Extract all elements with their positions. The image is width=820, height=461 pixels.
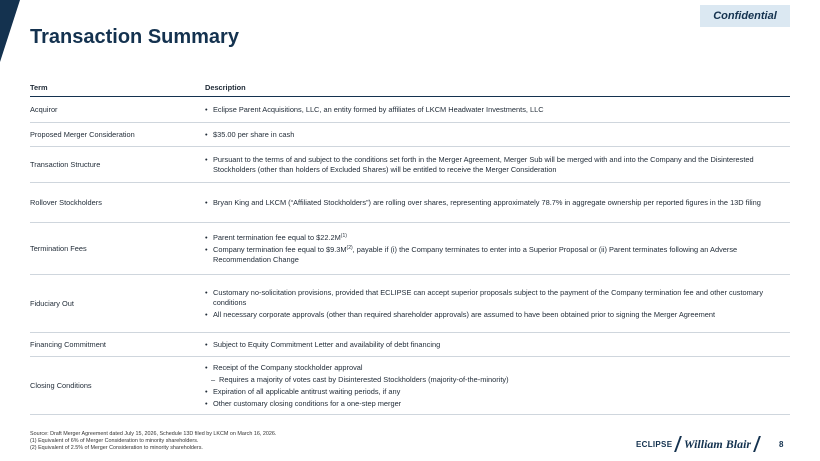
row-term: Rollover Stockholders <box>30 183 205 223</box>
bullet-text: Subject to Equity Commitment Letter and availability of debt financing <box>213 339 441 349</box>
company-logos <box>636 434 763 454</box>
row-description <box>205 183 790 223</box>
bullet-item <box>205 310 790 320</box>
footnote-source: Source: Draft Merger Agreement dated July 15, 2026, Schedule 13D filed by LKCM on March 16, 2026. <box>30 431 277 437</box>
row-description <box>205 275 790 333</box>
bullet-text: Bryan King and LKCM (“Affiliated Stockholders”) are rolling over shares, representing approximately 78.7% in aggregate ownership per reported figures in the 13D filing <box>213 197 761 207</box>
footnote-2: (2) Equivalent of 2.5% of Merger Consideration to minority shareholders. <box>30 445 203 451</box>
bullet-text: $35.00 per share in cash <box>213 129 295 139</box>
row-description <box>205 333 790 357</box>
page-number: 8 <box>779 440 784 449</box>
bullet-text: All necessary corporate approvals (other than required shareholder approvals) are assumed to have been obtained prior to signing the Merger Agreement <box>213 309 716 319</box>
bullet-item <box>205 105 790 115</box>
bullet-list <box>205 130 790 140</box>
sub-bullet-item: – Requires a majority of votes cast by Disinterested Stockholders (majority-of-the-minority) <box>205 375 790 385</box>
bullet-item <box>205 198 790 208</box>
bullet-list <box>205 198 790 208</box>
table-header-row <box>30 80 790 97</box>
row-description <box>205 223 790 275</box>
eclipse-logo: ECLIPSE <box>636 439 673 449</box>
confidential-badge: Confidential <box>700 5 790 27</box>
bullet-list <box>205 363 790 409</box>
bullet-text: Eclipse Parent Acquisitions, LLC, an entity formed by affiliates of LKCM Headwater Investments, LLC <box>213 104 544 114</box>
bullet-item <box>205 288 790 308</box>
row-description <box>205 123 790 147</box>
table-row <box>30 223 790 275</box>
row-term: Acquiror <box>30 97 205 123</box>
bullet-text: Other customary closing conditions for a one-step merger <box>213 398 402 408</box>
logo-divider <box>753 436 760 452</box>
bullet-list <box>205 105 790 115</box>
bullet-text: Customary no-solicitation provisions, provided that ECLIPSE can accept superior proposals subject to the payment of the Company termination fee and other customary conditions <box>213 287 764 307</box>
row-description <box>205 357 790 415</box>
row-description <box>205 97 790 123</box>
footnotes <box>30 431 276 452</box>
bullet-item <box>205 155 790 175</box>
table-row <box>30 275 790 333</box>
bullet-item <box>205 399 790 409</box>
table-row <box>30 123 790 147</box>
row-term: Closing Conditions <box>30 357 205 415</box>
bullet-item <box>205 130 790 140</box>
row-term: Transaction Structure <box>30 147 205 183</box>
bullet-item <box>205 387 790 397</box>
william-blair-logo: William Blair <box>683 436 752 451</box>
column-header-description: Description <box>205 80 790 97</box>
row-term: Financing Commitment <box>30 333 205 357</box>
corner-accent <box>0 0 20 62</box>
transaction-summary-table <box>30 80 790 415</box>
bullet-item <box>205 340 790 350</box>
table-row <box>30 333 790 357</box>
column-header-term: Term <box>30 80 205 97</box>
bullet-text: Expiration of all applicable antitrust waiting periods, if any <box>213 386 401 396</box>
bullet-list <box>205 155 790 175</box>
bullet-text: Receipt of the Company stockholder approval <box>213 362 363 372</box>
row-description <box>205 147 790 183</box>
logo-divider <box>674 436 681 452</box>
bullet-list <box>205 233 790 265</box>
bullet-item <box>205 363 790 373</box>
bullet-text: Parent termination fee equal to $22.2M <box>213 232 341 242</box>
bullet-text-continued: , payable if (i) the Company terminates to enter into a Superior Proposal or (ii) Parent terminates following an Adverse Recommendation Change <box>213 244 738 264</box>
bullet-list <box>205 340 790 350</box>
row-term: Termination Fees <box>30 223 205 275</box>
row-term: Proposed Merger Consideration <box>30 123 205 147</box>
table-row <box>30 147 790 183</box>
bullet-text: Pursuant to the terms of and subject to the conditions set forth in the Merger Agreement, Merger Sub will be merged with and into the Company and the Disinterested Stockholders (other than holders of Excluded Shares) will be entitled to receive the Merger Consideration <box>213 154 754 174</box>
page-title: Transaction Summary <box>30 26 239 48</box>
table-row <box>30 97 790 123</box>
footnote-1: (1) Equivalent of 6% of Merger Consideration to minority shareholders. <box>30 438 199 444</box>
table-row <box>30 183 790 223</box>
footnote-ref: (1) <box>340 232 347 239</box>
bullet-text: Company termination fee equal to $9.3M <box>213 244 347 254</box>
table-row <box>30 357 790 415</box>
footnote-ref: (2) <box>346 244 353 251</box>
bullet-list <box>205 288 790 320</box>
row-term: Fiduciary Out <box>30 275 205 333</box>
bullet-item <box>205 245 790 265</box>
bullet-item <box>205 233 790 243</box>
